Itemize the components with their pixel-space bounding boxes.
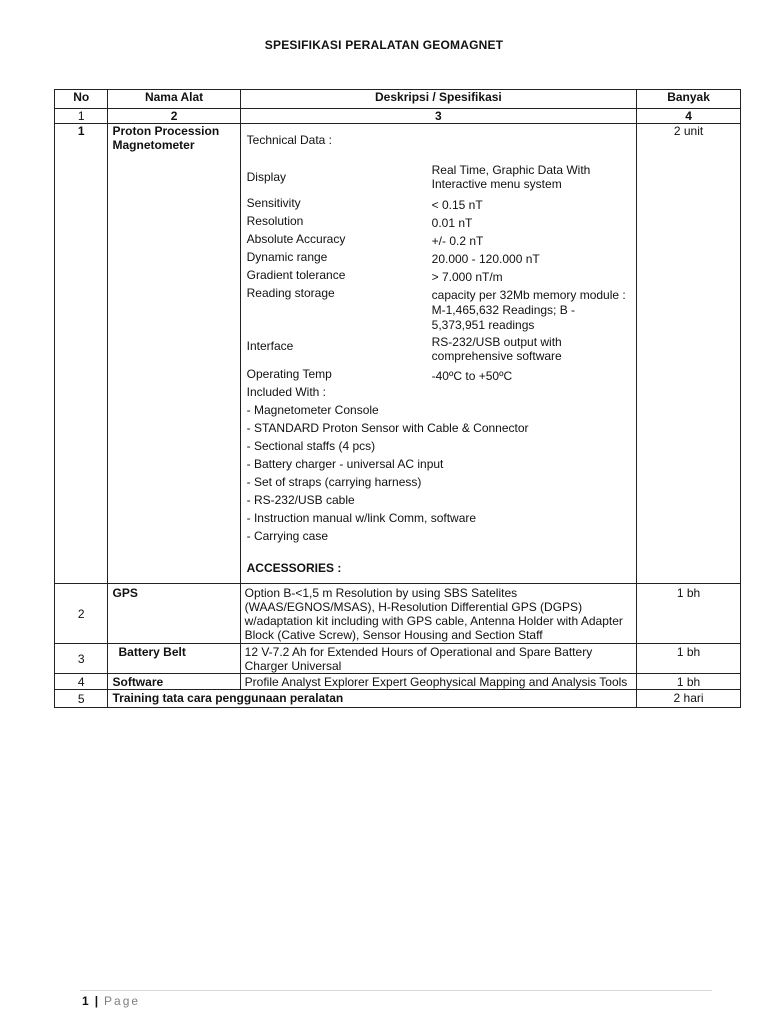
spec-row	[247, 232, 630, 248]
spec-value: < 0.15 nT	[431, 198, 483, 212]
item-number: 4	[55, 674, 108, 690]
included-item: - Magnetometer Console	[246, 403, 379, 417]
header-quantity: Banyak	[637, 90, 741, 109]
included-item: - RS-232/USB cable	[246, 493, 355, 507]
table-row	[55, 690, 741, 708]
item-number: 2	[55, 584, 108, 644]
spec-value: RS-232/USB output with comprehensive software	[431, 335, 562, 363]
table-row	[55, 644, 741, 674]
item-quantity: 1 bh	[637, 644, 741, 674]
spec-label: Display	[246, 170, 286, 184]
spec-row	[247, 196, 630, 212]
spec-value: +/- 0.2 nT	[431, 234, 484, 248]
header-name: Nama Alat	[108, 90, 240, 109]
item-description: Option B-<1,5 m Resolution by using SBS Satelites (WAAS/EGNOS/MSAS), H-Resolution Differential GPS (DGPS) w/adaptation kit including with GPS cable, Antenna Holder with Adapter Block (Cative Screw), Sensor Housing and Section Staff	[240, 584, 636, 644]
spec-label: Interface	[246, 339, 294, 353]
item-quantity: 1 bh	[637, 674, 741, 690]
included-item: - Carrying case	[246, 529, 328, 543]
footer-separator: |	[94, 994, 101, 1008]
spec-label: Absolute Accuracy	[246, 232, 346, 246]
item-name: Software	[108, 674, 240, 690]
column-number: 3	[240, 109, 636, 124]
spec-label: Gradient tolerance	[246, 268, 346, 282]
included-item: - Instruction manual w/link Comm, software	[246, 511, 477, 525]
header-description: Deskripsi / Spesifikasi	[240, 90, 636, 109]
spec-row	[247, 268, 630, 284]
item-description: 12 V-7.2 Ah for Extended Hours of Operational and Spare Battery Charger Universal	[240, 644, 636, 674]
spec-row	[247, 286, 630, 333]
spec-row	[247, 163, 630, 191]
item-description	[240, 124, 636, 584]
item-number: 1	[55, 124, 108, 584]
column-number: 2	[108, 109, 240, 124]
spec-label: Sensitivity	[246, 196, 301, 210]
spec-label: Dynamic range	[246, 250, 328, 264]
item-name: Proton Procession Magnetometer	[108, 124, 240, 584]
spec-label: Resolution	[246, 214, 304, 228]
column-number: 4	[637, 109, 741, 124]
spec-row	[247, 250, 630, 266]
table-row	[55, 674, 741, 690]
page-number: 1	[82, 994, 91, 1008]
header-row	[55, 90, 741, 109]
spec-row	[247, 335, 630, 363]
document-title: SPESIFIKASI PERALATAN GEOMAGNET	[264, 38, 504, 52]
included-item: - STANDARD Proton Sensor with Cable & Connector	[246, 421, 529, 435]
item-number: 5	[55, 690, 108, 708]
header-no: No	[55, 90, 108, 109]
column-number: 1	[55, 109, 108, 124]
item-name: GPS	[108, 584, 240, 644]
item-name: Training tata cara penggunaan peralatan	[108, 690, 637, 708]
item-description: Profile Analyst Explorer Expert Geophysical Mapping and Analysis Tools	[240, 674, 636, 690]
page-word: Page	[104, 994, 141, 1008]
item-quantity: 1 bh	[637, 584, 741, 644]
included-item: - Set of straps (carrying harness)	[246, 475, 422, 489]
spec-row	[247, 214, 630, 230]
included-item: - Sectional staffs (4 pcs)	[246, 439, 376, 453]
table-row	[55, 584, 741, 644]
item-name: Battery Belt	[108, 644, 240, 674]
item-quantity: 2 unit	[637, 124, 741, 584]
technical-data-label: Technical Data :	[246, 133, 333, 147]
spec-label: Reading storage	[246, 286, 335, 300]
accessories-label: ACCESSORIES :	[246, 561, 342, 575]
spec-value: 20.000 - 120.000 nT	[431, 252, 540, 266]
item-quantity: 2 hari	[637, 690, 741, 708]
spec-row	[247, 367, 630, 383]
item-number: 3	[55, 644, 108, 674]
column-number-row	[55, 109, 741, 124]
included-label: Included With :	[246, 385, 327, 399]
spec-value: Real Time, Graphic Data With Interactive menu system	[431, 163, 591, 191]
page-footer	[82, 994, 140, 1008]
table-row	[55, 124, 741, 584]
footer-divider	[80, 990, 712, 991]
spec-value: -40ºC to +50ºC	[431, 369, 513, 383]
spec-value: 0.01 nT	[431, 216, 473, 230]
spec-label: Operating Temp	[246, 367, 332, 381]
included-item: - Battery charger - universal AC input	[246, 457, 444, 471]
spec-value: > 7.000 nT/m	[431, 270, 503, 284]
spec-value: capacity per 32Mb memory module : M-1,465,632 Readings; B - 5,373,951 readings	[431, 288, 626, 332]
spec-table	[54, 89, 741, 708]
